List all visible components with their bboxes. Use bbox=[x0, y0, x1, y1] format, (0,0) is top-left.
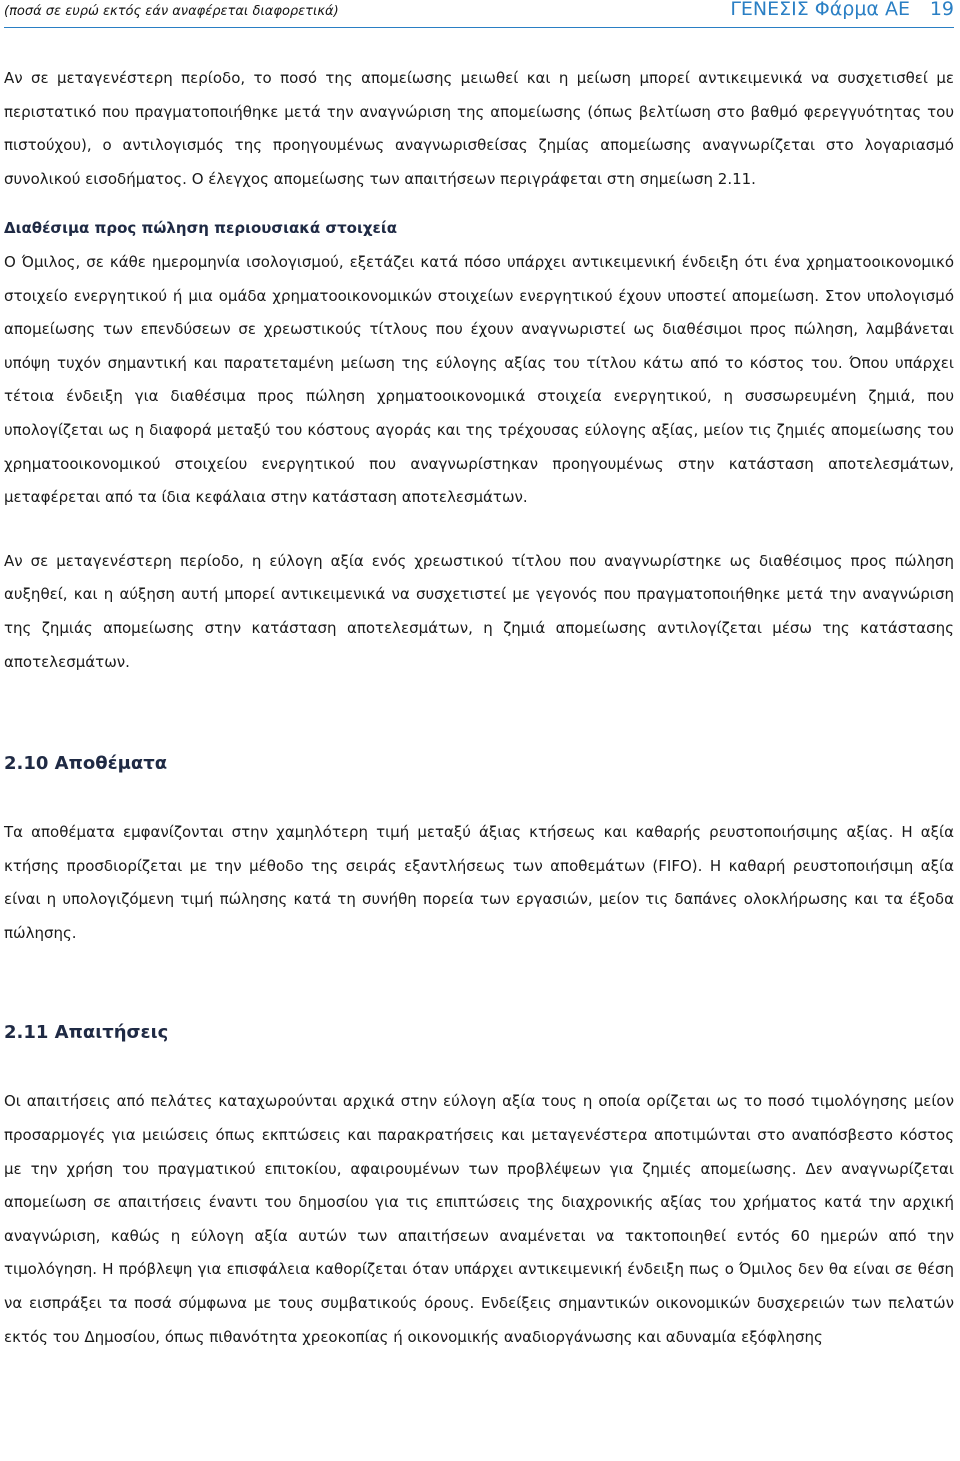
section-title-inventory: 2.10 Αποθέματα bbox=[4, 753, 168, 775]
spacer bbox=[4, 515, 954, 545]
page-number: 19 bbox=[929, 0, 954, 20]
paragraph-impairment-reversal: Αν σε μεταγενέστερη περίοδο, το ποσό της απομείωσης μειωθεί και η μείωση μπορεί αντικειμενικά να συσχετισθεί με περιστατικό που πραγματοποιήθηκε μετά την αναγνώριση της απομείωσης (όπως βελτίωση στο βαθμό φερεγγυότητας του πιστούχου), ο αντιλογισμός της προηγουμένως αναγνωρισθείσας ζημίας απομείωσης αναγνωρίζεται στο λογαριασμό συνολικού εισοδήματος. Ο έλεγχος απομείωσης των απαιτήσεων περιγράφεται στη σημείωση 2.11. bbox=[4, 69, 954, 188]
spacer bbox=[4, 780, 954, 816]
currency-note: (ποσά σε ευρώ εκτός εάν αναφέρεται διαφορετικά) bbox=[4, 4, 339, 19]
paragraph-receivables: Οι απαιτήσεις από πελάτες καταχωρούνται αρχικά στην εύλογη αξία τους η οποία ορίζεται ως το ποσό τιμολόγησης μείον προσαρμογές για μειώσεις όπως εκπτώσεις και παρακρατήσεις και μεταγενέστερα αποτιμώνται στο αναπόσβεστο κόστος με την χρήση του πραγματικού επιτοκίου, αφαιρουμένων των προβλέψεων για ζημιές απομείωσης. Δεν αναγνωρίζεται απομείωση σε απαιτήσεις έναντι του δημοσίου για τις επιπτώσεις της διαχρονικής αξίας του χρήματος κατά την αρχική αναγνώριση, καθώς η εύλογη αξία αυτών των απαιτήσεων αναμένεται να τακτοποιηθεί εντός 60 ημερών από την τιμολόγηση. Η πρόβλεψη για επισφάλεια καθορίζεται όταν υπάρχει αντικειμενική ένδειξη πως ο Όμιλος δεν θα είναι σε θέση να εισπράξει τα ποσά σύμφωνα με τους συμβατικούς όρους. Ενδείξεις σημαντικών οικονομικών δυσχερειών των πελατών εκτός του Δημοσίου, όπως πιθανότητα χρεοκοπίας ή οικονομικής αναδιοργάνωσης και αδυναμία εξόφλησης bbox=[4, 1092, 954, 1346]
paragraph-inventory: Τα αποθέματα εμφανίζονται στην χαμηλότερη τιμή μεταξύ άξιας κτήσεως και καθαρής ρευστοποιήσιμης αξίας. Η αξία κτήσης προσδιορίζεται με την μέθοδο της σειράς εξαντλήσεως των αποθεμάτων (FIFO). Η καθαρή ρευστοποιήσιμη αξία είναι η υπολογιζόμενη τιμή πώλησης κατά τη συνήθη πορεία των εργασιών, μείον τις δαπάνες ολοκλήρωσης και τα έξοδα πώλησης. bbox=[4, 823, 954, 942]
subheading-available-for-sale: Διαθέσιμα προς πώληση περιουσιακά στοιχεία bbox=[4, 219, 398, 238]
page-header bbox=[4, 0, 954, 26]
spacer bbox=[4, 679, 954, 747]
header-divider bbox=[4, 27, 954, 28]
spacer bbox=[4, 1049, 954, 1085]
section-title-receivables: 2.11 Απαιτήσεις bbox=[4, 1022, 169, 1044]
page-body bbox=[4, 62, 954, 1354]
paragraph-available-for-sale: Ο Όμιλος, σε κάθε ημερομηνία ισολογισμού, εξετάζει κατά πόσο υπάρχει αντικειμενική ένδειξη ότι ένα χρηματοοικονομικό στοιχείο ενεργητικού ή μια ομάδα χρηματοοικονομικών στοιχείων ενεργητικού έχουν υποστεί απομείωση. Στον υπολογισμό απομείωσης των επενδύσεων σε χρεωστικούς τίτλους που έχουν αναγνωριστεί ως διαθέσιμοι προς πώληση, λαμβάνεται υπόψη τυχόν σημαντική και παρατεταμένη μείωση της εύλογης αξίας του τίτλου κάτω από το κόστος του. Όπου υπάρχει τέτοια ένδειξη για διαθέσιμα προς πώληση χρηματοοικονομικά στοιχεία ενεργητικού, η συσσωρευμένη ζημιά, που υπολογίζεται ως η διαφορά μεταξύ του κόστους αγοράς και της τρέχουσας εύλογης αξίας, μείον τις ζημιές απομείωσης του χρηματοοικονομικού στοιχείου ενεργητικού που αναγνωρίστηκαν προηγουμένως στην κατάσταση αποτελεσμάτων, μεταφέρεται από τα ίδια κεφάλαια στην κατάσταση αποτελεσμάτων. bbox=[4, 252, 954, 507]
company-name: ΓΕΝΕΣΙΣ Φάρμα ΑΕ bbox=[730, 0, 910, 20]
paragraph-debt-security-reversal: Αν σε μεταγενέστερη περίοδο, η εύλογη αξία ενός χρεωστικού τίτλου που αναγνωρίστηκε ως διαθέσιμος προς πώληση αυξηθεί, και η αύξηση αυτή μπορεί αντικειμενικά να συσχετιστεί με γεγονός που πραγματοποιήθηκε μετά την αναγνώριση της ζημιάς απομείωσης στην κατάσταση αποτελεσμάτων, η ζημιά απομείωσης αντιλογίζεται μέσω της κατάστασης αποτελεσμάτων. bbox=[4, 551, 954, 671]
spacer bbox=[4, 950, 954, 1016]
spacer bbox=[4, 196, 954, 212]
